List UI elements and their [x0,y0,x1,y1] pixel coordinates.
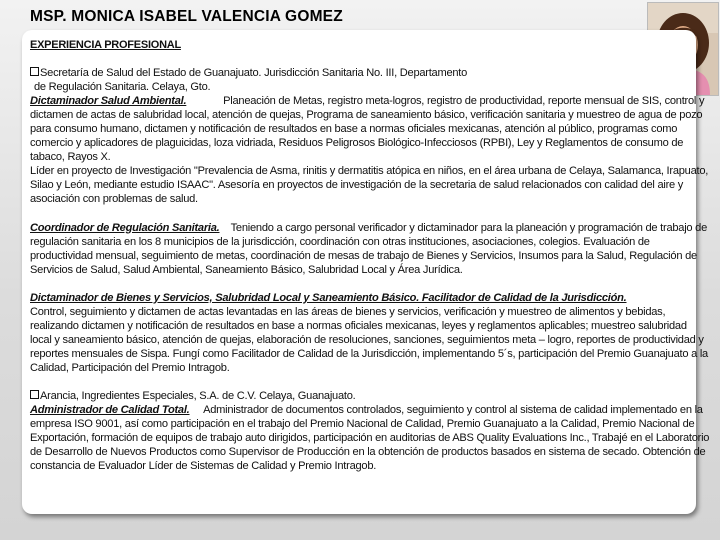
checkbox-bullet-icon [30,390,39,399]
role-2-text: Teniendo a cargo personal verificador y dictaminador para la planeación y programación de trabajo de regulación sanitaria en los 8 municipios de la jurisdicción, coordinación con otras instituciones, asociaciones, colegios. Evaluación de productividad mensual, seguimiento de metas, coordinación de mesas de trabajo de Bienes y Servicios, Insumos para la Salud, Regulación de Servicios de Salud, Salud Ambiental, Saneamiento Básico, Salubridad Local y Área Jurídica. [30,221,708,276]
role-2-title: Coordinador de Regulación Sanitaria. [30,221,220,234]
section-title: EXPERIENCIA PROFESIONAL [30,39,181,51]
employer-1 [30,66,710,80]
role-1-text: Planeación de Metas, registro meta-logros, registro de productividad, reporte mensual de SIS, control y dictamen de actas de salubridad local, atención de quejas, Programa de saneamiento básico, verificación sanitaria y muestreo de agua de pozo para consumo humano, dictamen y notificación de resultados en base a normas oficiales mexicanas, atención al público, programas como comercio y aplicadores de plaguicidas, loza vidriada, Residuos Peligrosos Biológico-Infecciosos (RPBI), Ley y Reglamentos de consumo de tabaco, Rayos X. [30,95,705,164]
role-4-text: Administrador de documentos controlados, seguimiento y control al sistema de calidad implementado en la empresa ISO 9001, así como participación en el trabajo del Premio Nacional de Calidad, Premio Guanajuato a la Calidad, Premio Nacional de Exportación, formación de equipos de trabajo auto dirigidos, participación en auditorias de ABS Quality Evaluations Inc., Trabajé en el Laboratorio de Desarrollo de Nuevos Productos como Supervisor de Producción en la obtención de productos basados en sistema de secado. Obtención de constancia de Evaluador Líder de Sistemas de Calidad y Premio Intragob. [30,404,710,473]
role-1 [30,94,710,164]
resume-content [30,38,710,473]
role-4 [30,403,710,473]
employer-2 [30,389,710,403]
employer-2-line1: Arancia, Ingredientes Especiales, S.A. de C.V. Celaya, Guanajuato. [40,389,356,402]
role-1-title: Dictaminador Salud Ambiental. [30,95,187,108]
employer-1-line1: Secretaría de Salud del Estado de Guanajuato. Jurisdicción Sanitaria No. III, Departamento [40,67,468,80]
role-3-text: Control, seguimiento y dictamen de actas levantadas en las áreas de bienes y servicios, verificación y muestreo de alimentos y bebidas, realizando dictamen y notificación de resultados en base a normas oficiales mexicanas, leyes y reglamentos aplicables; muestreo salubridad local y saneamiento básico, atención de quejas, elaboración de resoluciones, sanciones, seguimientos meta – logro, reportes de productividad y reportes mensuales de Sispa. Fungí como Facilitador de Calidad de la Jurisdicción, implementando 5´s, participación del Premio Guanajuato a la Calidad, Participación del Premio Intragob. [30,305,708,374]
role-2 [30,221,710,277]
employer-1-line2: de Regulación Sanitaria. Celaya, Gto. [34,81,211,94]
role-3-title: Dictaminador de Bienes y Servicios, Salubridad Local y Saneamiento Básico. Facilitador de Calidad de la Jurisdicción. [30,291,627,304]
role-3 [30,291,710,305]
role-4-title: Administrador de Calidad Total. [30,404,190,417]
checkbox-bullet-icon [30,67,39,76]
page-title: MSP. MONICA ISABEL VALENCIA GOMEZ [30,8,343,25]
role-1-text2: Líder en proyecto de Investigación "Prevalencia de Asma, rinitis y dermatitis atópica en niños, en el área urbana de Celaya, Salamanca, Irapuato, Silao y León, mediante estudio ISAAC". Asesoría en proyectos de investigación de la secretaria de salud relacionados con calidad del aire y asociación con problemas de salud. [30,165,709,206]
